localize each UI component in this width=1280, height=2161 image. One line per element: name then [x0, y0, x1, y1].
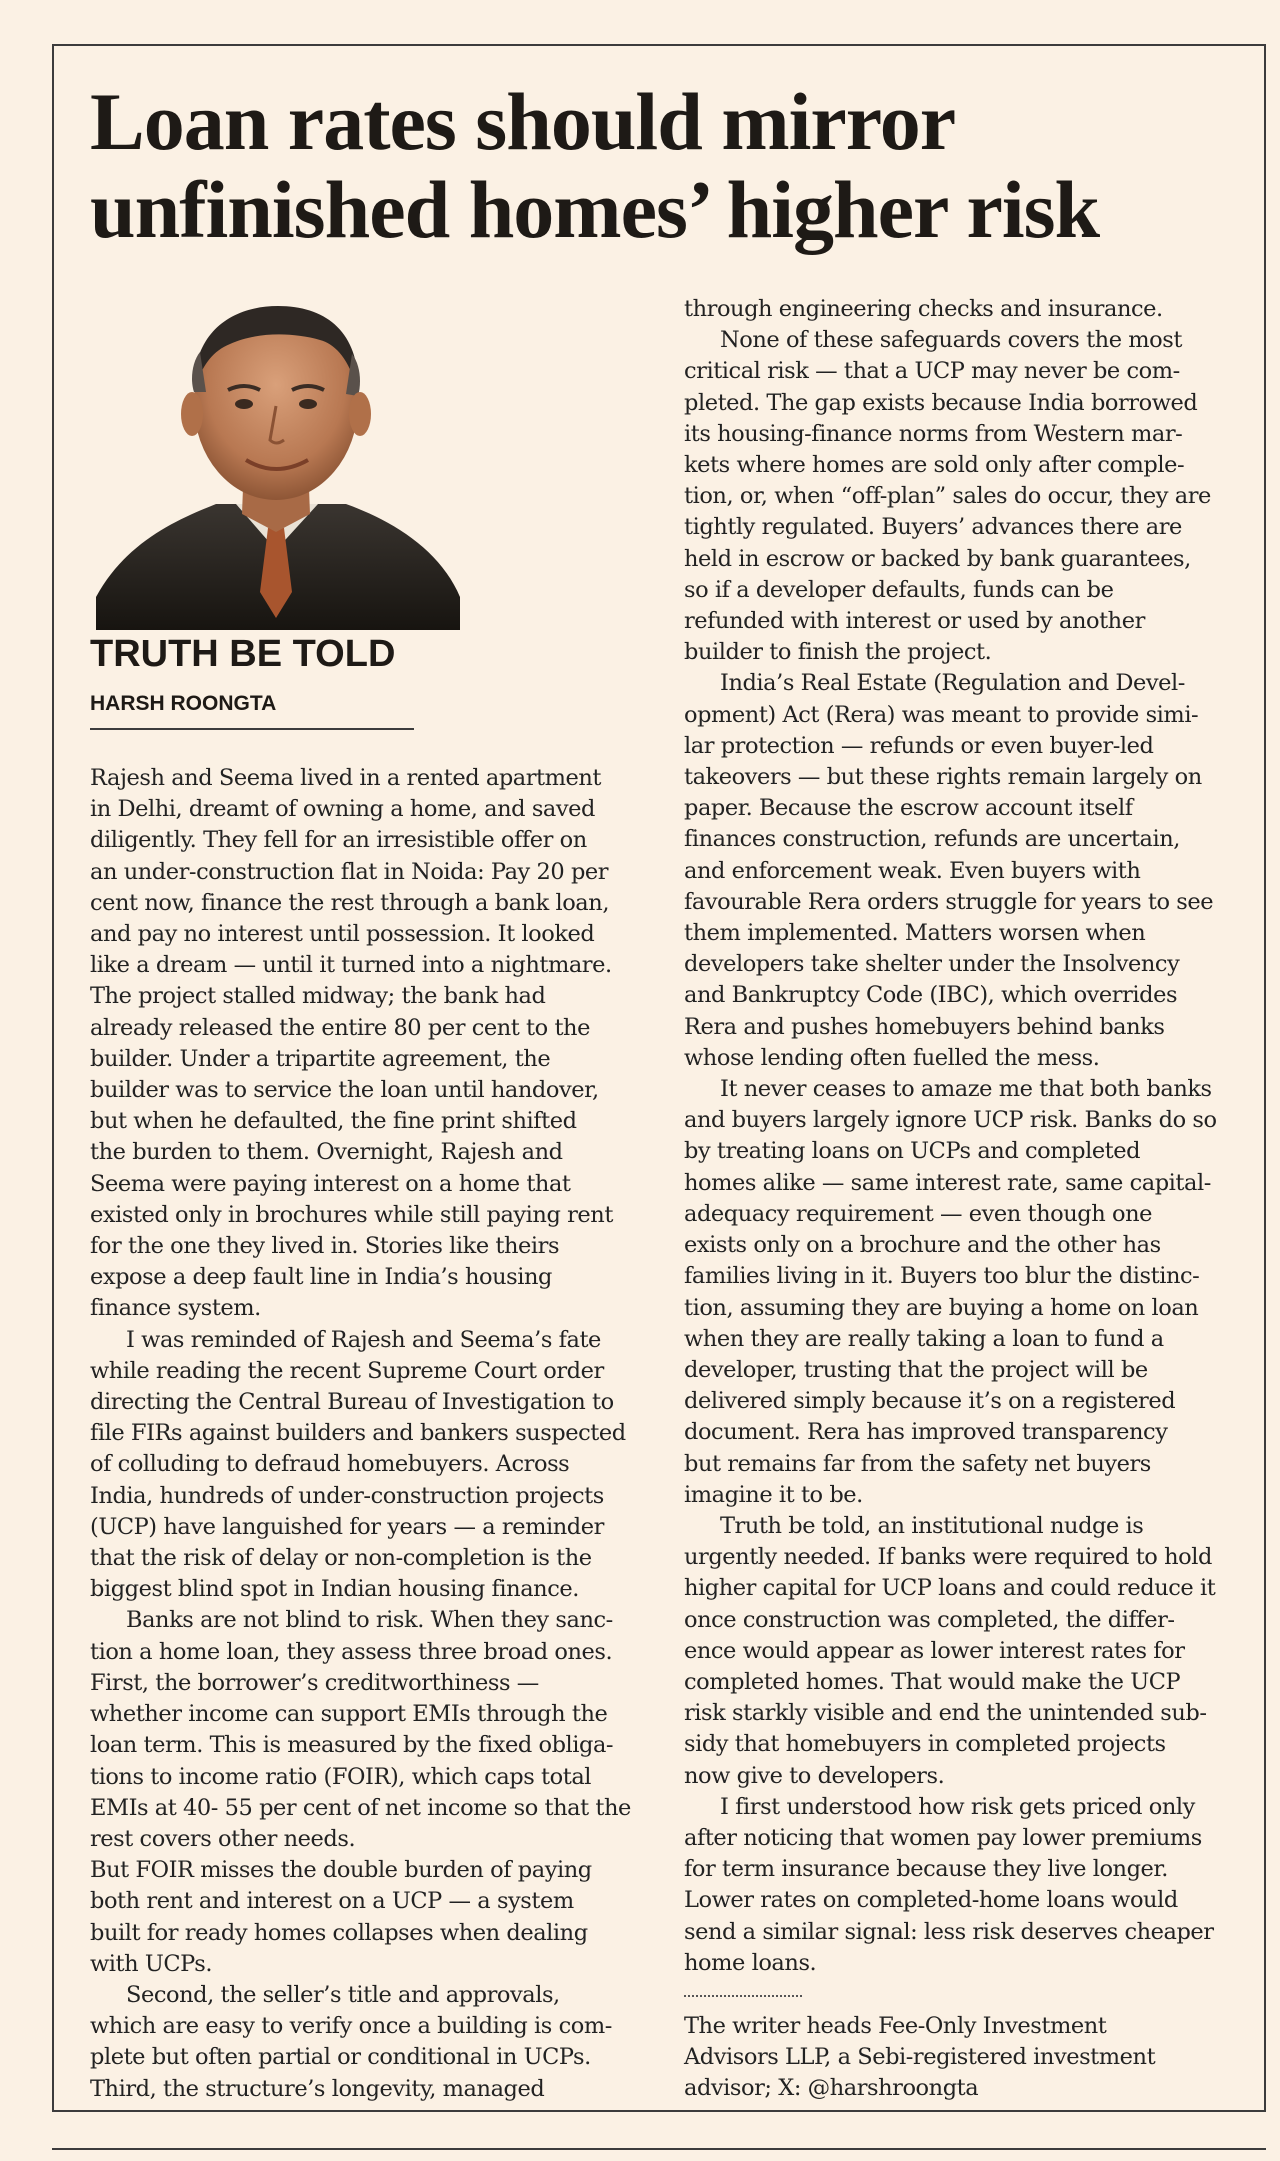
text-line: takeovers — but these rights remain largely on — [684, 764, 1202, 791]
text-line: exists only on a brochure and the other has — [684, 1232, 1161, 1259]
text-line: the burden to them. Overnight, Rajesh and — [90, 1139, 563, 1166]
text-line: The project stalled midway; the bank had — [90, 983, 546, 1010]
text-line: Third, the structure’s longevity, managed — [90, 2075, 545, 2102]
text-line: Seema were paying interest on a home that — [90, 1170, 571, 1197]
text-line: home loans. — [684, 1949, 817, 1976]
text-line: with UCPs. — [90, 1950, 213, 1977]
text-line: Second, the seller’s title and approvals, — [126, 1981, 560, 2008]
text-line: Rajesh and Seema lived in a rented apartment — [90, 765, 602, 791]
text-line: First, the borrower’s creditworthiness — — [90, 1669, 539, 1696]
paragraph — [90, 1980, 642, 2105]
text-line: families living in it. Buyers too blur the distinc- — [684, 1263, 1200, 1290]
text-line: file FIRs against builders and bankers suspected — [90, 1420, 626, 1447]
text-line: None of these safeguards covers the most — [720, 327, 1182, 354]
text-line: like a dream — until it turned into a nightmare. — [90, 952, 612, 979]
text-line: (UCP) have languished for years — a reminder — [90, 1513, 604, 1540]
text-line: adequacy requirement — even though one — [684, 1200, 1152, 1227]
text-line: advisor; X: @harshroongta — [684, 2075, 979, 2102]
text-line: but when he defaulted, the fine print shifted — [90, 1108, 577, 1135]
text-line: The writer heads Fee-Only Investment — [684, 2012, 1107, 2039]
text-line: existed only in brochures while still paying rent — [90, 1201, 613, 1228]
text-line: so if a developer defaults, funds can be — [684, 576, 1114, 603]
text-line: and enforcement weak. Even buyers with — [684, 857, 1141, 884]
text-line: held in escrow or backed by bank guarantees, — [684, 545, 1191, 572]
text-line: I was reminded of Rajesh and Seema’s fate — [126, 1326, 601, 1353]
text-line: sidy that homebuyers in completed projects — [684, 1731, 1166, 1758]
text-line: Advisors LLP, a Sebi-registered investment — [684, 2044, 1156, 2071]
text-line: an under-construction flat in Noida: Pay 20 per — [90, 858, 609, 885]
text-line: in Delhi, dreamt of owning a home, and saved — [90, 796, 595, 823]
text-line: loan term. This is measured by the fixed obliga- — [90, 1732, 614, 1759]
text-line: opment) Act (Rera) was meant to provide simi- — [684, 701, 1199, 728]
text-line: India, hundreds of under-construction projects — [90, 1482, 604, 1509]
text-line: ence would appear as lower interest rates for — [684, 1637, 1185, 1664]
text-line: that the risk of delay or non-completion is the — [90, 1545, 592, 1572]
text-line: and buyers largely ignore UCP risk. Banks do so — [684, 1107, 1217, 1134]
text-line: tion, or, when “off-plan” sales do occur, they are — [684, 483, 1211, 510]
text-line: after noticing that women pay lower premiums — [684, 1824, 1202, 1851]
page-footer-rule — [52, 2148, 1266, 2150]
text-line: cent now, finance the rest through a bank loan, — [90, 889, 610, 916]
author-bio — [684, 2011, 1232, 2105]
paragraph — [90, 1855, 642, 1980]
text-line: both rent and interest on a UCP — a system — [90, 1888, 574, 1915]
text-line: India’s Real Estate (Regulation and Devel- — [720, 670, 1185, 697]
text-line: its housing-finance norms from Western mar- — [684, 420, 1183, 447]
text-line: risk starkly visible and end the unintended sub- — [684, 1700, 1207, 1727]
text-line: I first understood how risk gets priced only — [720, 1793, 1195, 1820]
text-line: It never ceases to amaze me that both banks — [720, 1076, 1212, 1103]
paragraph — [90, 1325, 642, 1606]
text-line: paper. Because the escrow account itself — [684, 795, 1133, 822]
text-line: Rera and pushes homebuyers behind banks — [684, 1013, 1165, 1040]
text-line: when they are really taking a loan to fund a — [684, 1325, 1164, 1352]
text-line: completed homes. That would make the UCP — [684, 1668, 1181, 1695]
paragraph — [684, 325, 1232, 668]
text-line: delivered simply because it’s on a registered — [684, 1388, 1176, 1415]
text-line: biggest blind spot in Indian housing finance. — [90, 1576, 579, 1603]
paragraph — [684, 1511, 1232, 1792]
text-line: and pay no interest until possession. It looked — [90, 921, 595, 948]
text-line: which are easy to verify once a building is com- — [90, 2013, 612, 2040]
text-line: Lower rates on completed-home loans would — [684, 1887, 1178, 1914]
text-line: developers take shelter under the Insolvency — [684, 951, 1180, 978]
text-line: but remains far from the safety net buyers — [684, 1450, 1151, 1477]
text-line: kets where homes are sold only after comple- — [684, 452, 1185, 479]
paragraph — [684, 1074, 1232, 1511]
text-line: tightly regulated. Buyers’ advances there are — [684, 514, 1182, 541]
headline-line-1: Loan rates should mirror — [90, 76, 956, 167]
text-line: by treating loans on UCPs and completed — [684, 1138, 1141, 1165]
paragraph — [684, 668, 1232, 1074]
text-line: builder was to service the loan until handover, — [90, 1077, 599, 1104]
text-line: now give to developers. — [684, 1762, 945, 1789]
article-body-right-column — [684, 294, 1232, 2105]
text-line: rest covers other needs. — [90, 1825, 356, 1852]
text-line: diligently. They fell for an irresistible offer on — [90, 827, 587, 854]
text-line: favourable Rera orders struggle for years to see — [684, 888, 1214, 915]
text-line: of colluding to defraud homebuyers. Across — [90, 1451, 570, 1478]
text-line: whether income can support EMIs through the — [90, 1701, 608, 1728]
text-line: through engineering checks and insurance. — [684, 296, 1163, 322]
text-line: tions to income ratio (FOIR), which caps total — [90, 1763, 592, 1790]
column-name: TRUTH BE TOLD — [90, 633, 396, 675]
text-line: finance system. — [90, 1295, 261, 1322]
author-byline: HARSH ROONGTA — [90, 690, 414, 730]
text-line: directing the Central Bureau of Investigation to — [90, 1389, 614, 1416]
text-line: expose a deep fault line in India’s housing — [90, 1264, 552, 1291]
paragraph — [684, 294, 1232, 325]
paragraph — [684, 1792, 1232, 1979]
paragraph — [90, 1605, 642, 1855]
text-line: while reading the recent Supreme Court order — [90, 1357, 604, 1384]
text-line: builder. Under a tripartite agreement, the — [90, 1045, 551, 1072]
text-line: Banks are not blind to risk. When they sanc- — [126, 1607, 613, 1634]
text-line: document. Rera has improved transparency — [684, 1419, 1168, 1446]
text-line: for the one they lived in. Stories like theirs — [90, 1233, 560, 1260]
headline-line-2: unfinished homes’ higher risk — [90, 164, 1100, 255]
text-line: developer, trusting that the project will be — [684, 1356, 1148, 1383]
text-line: finances construction, refunds are uncertain, — [684, 826, 1181, 853]
text-line: built for ready homes collapses when dealing — [90, 1919, 588, 1946]
author-photo — [96, 292, 460, 630]
text-line: Truth be told, an institutional nudge is — [720, 1512, 1144, 1539]
text-line: higher capital for UCP loans and could reduce it — [684, 1575, 1216, 1602]
paragraph — [90, 763, 642, 1325]
text-line: lar protection — refunds or even buyer-led — [684, 732, 1154, 759]
text-line: refunded with interest or used by another — [684, 608, 1145, 635]
text-line: urgently needed. If banks were required to hold — [684, 1544, 1212, 1571]
text-line: and Bankruptcy Code (IBC), which overrides — [684, 982, 1178, 1009]
text-line: them implemented. Matters worsen when — [684, 920, 1146, 947]
text-line: for term insurance because they live longer. — [684, 1856, 1168, 1883]
text-line: send a similar signal: less risk deserves cheaper — [684, 1918, 1214, 1945]
text-line: But FOIR misses the double burden of paying — [90, 1857, 592, 1884]
text-line: builder to finish the project. — [684, 639, 992, 666]
text-line: tion, assuming they are buying a home on loan — [684, 1294, 1199, 1321]
text-line: plete but often partial or conditional in UCPs. — [90, 2044, 591, 2071]
text-line: critical risk — that a UCP may never be com- — [684, 358, 1180, 385]
article-body-left-column — [90, 763, 642, 2105]
text-line: whose lending often fuelled the mess. — [684, 1044, 1100, 1071]
text-line: already released the entire 80 per cent to the — [90, 1014, 590, 1041]
headline — [90, 78, 1230, 254]
text-line: EMIs at 40- 55 per cent of net income so that the — [90, 1794, 631, 1821]
text-line: imagine it to be. — [684, 1481, 863, 1508]
bio-divider — [684, 1995, 802, 1997]
text-line: tion a home loan, they assess three broad ones. — [90, 1638, 613, 1665]
text-line: homes alike — same interest rate, same capital- — [684, 1169, 1211, 1196]
text-line: once construction was completed, the differ- — [684, 1606, 1175, 1633]
text-line: pleted. The gap exists because India borrowed — [684, 389, 1198, 416]
